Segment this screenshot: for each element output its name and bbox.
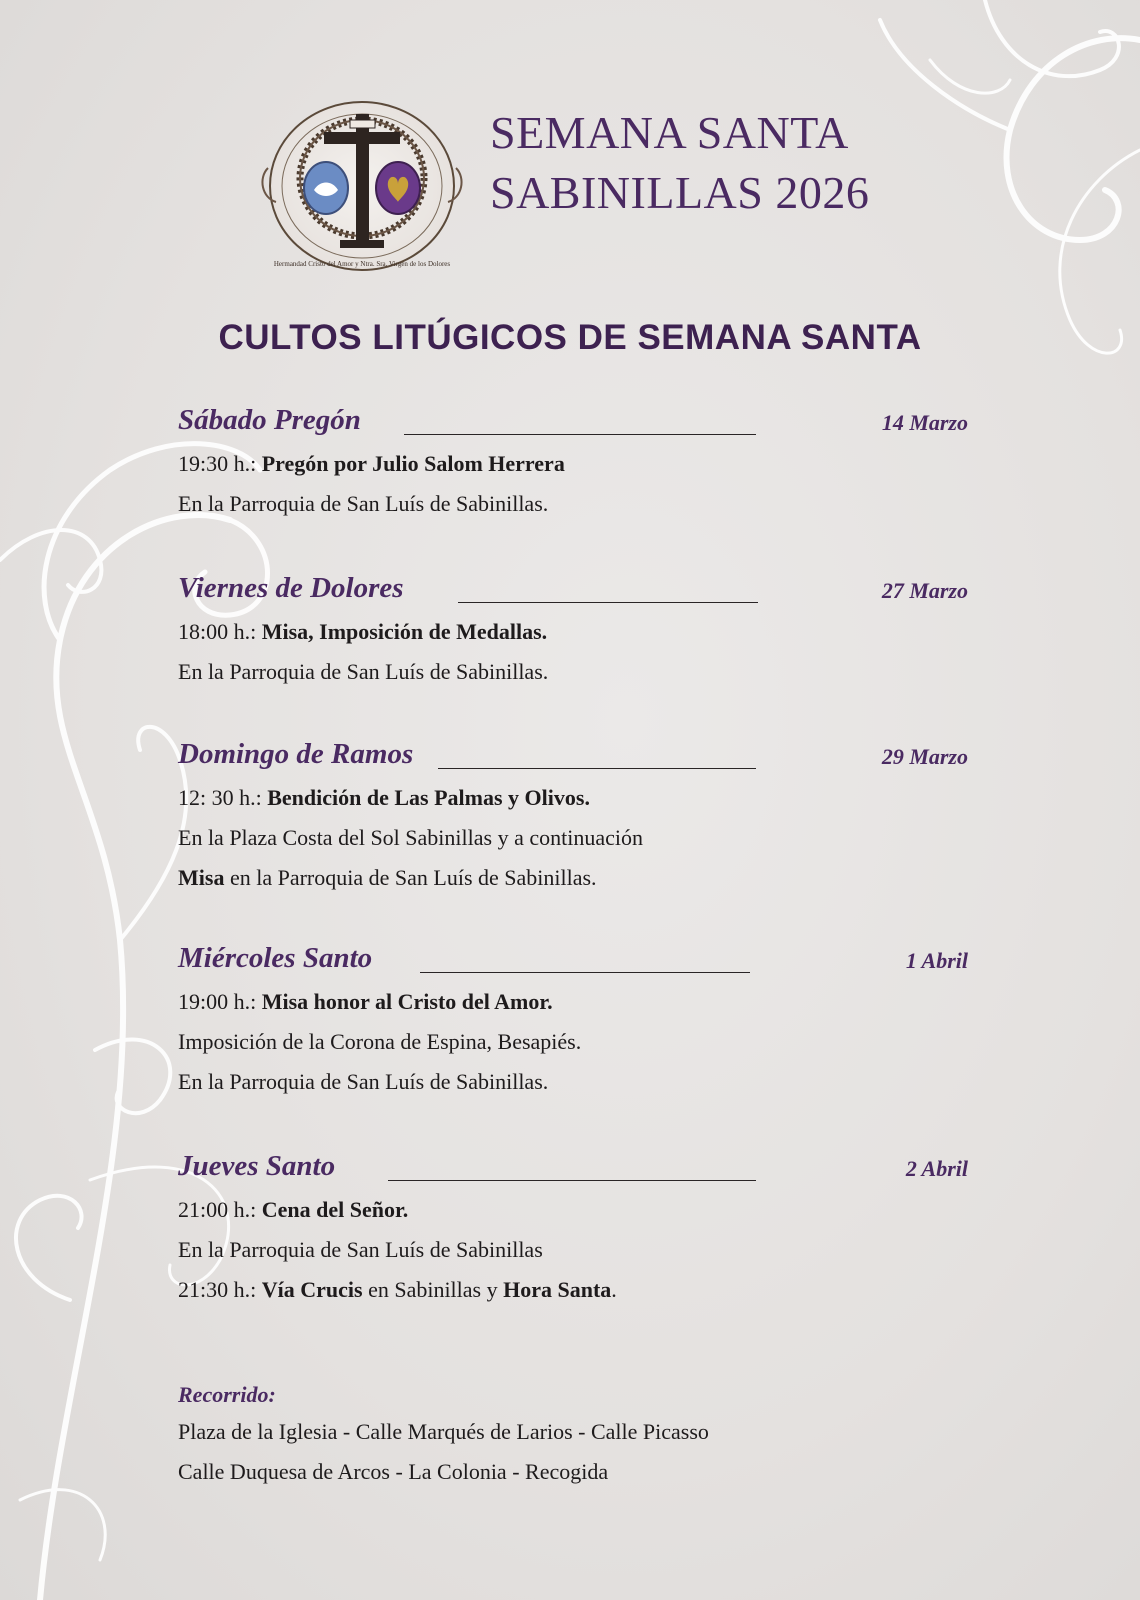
- event-detail-line: [178, 444, 968, 484]
- detail-text: 21:00 h.:: [178, 1197, 262, 1222]
- event-date: 29 Marzo: [881, 744, 968, 769]
- detail-text-bold: Hora Santa: [503, 1277, 612, 1302]
- event-name: Viernes de Dolores: [178, 572, 404, 604]
- event-date: 14 Marzo: [881, 410, 968, 435]
- route-label: Recorrido:: [178, 1382, 276, 1407]
- event-detail-line: [178, 1230, 968, 1270]
- event-divider: [458, 602, 758, 603]
- event-date: 1 Abril: [905, 948, 968, 973]
- event-detail-line: [178, 858, 968, 898]
- event-date: 27 Marzo: [881, 578, 968, 603]
- event-divider: [420, 972, 750, 973]
- event-block: [178, 738, 968, 898]
- detail-text-bold: Cena del Señor.: [261, 1197, 409, 1222]
- event-detail-line: [178, 1022, 968, 1062]
- event-name: Domingo de Ramos: [178, 738, 414, 770]
- event-detail-line: [178, 1270, 968, 1310]
- event-header: [178, 942, 968, 982]
- detail-text: Imposición de la Corona de Espina, Besapiés.: [178, 1029, 582, 1054]
- detail-text-bold: Vía Crucis: [261, 1277, 363, 1302]
- route-block: [178, 1378, 958, 1492]
- detail-text: En la Plaza Costa del Sol Sabinillas y a continuación: [178, 825, 643, 850]
- event-header: [178, 738, 968, 778]
- event-block: [178, 942, 968, 1102]
- detail-text: 12: 30 h.:: [178, 785, 268, 810]
- event-detail-line: [178, 652, 968, 692]
- detail-text: 21:30 h.:: [178, 1277, 262, 1302]
- event-block: [178, 1150, 968, 1310]
- detail-text-bold: Pregón por Julio Salom Herrera: [261, 451, 565, 476]
- event-header: [178, 404, 968, 444]
- title-line-1: SEMANA SANTA: [490, 107, 849, 158]
- detail-text: 18:00 h.:: [178, 619, 262, 644]
- route-line: Plaza de la Iglesia - Calle Marqués de Larios - Calle Picasso: [178, 1419, 709, 1444]
- svg-text:Hermandad Cristo del Amor y Nt: Hermandad Cristo del Amor y Ntra. Sra. Virgen de los Dolores: [273, 260, 451, 268]
- event-divider: [388, 1180, 756, 1181]
- detail-text: En la Parroquia de San Luís de Sabinillas.: [178, 1069, 549, 1094]
- detail-text: En la Parroquia de San Luís de Sabinillas.: [178, 659, 549, 684]
- detail-text-bold: Misa: [178, 865, 225, 890]
- detail-text: en Sabinillas y: [362, 1277, 504, 1302]
- event-detail-line: [178, 818, 968, 858]
- detail-text-bold: Bendición de Las Palmas y Olivos.: [267, 785, 590, 810]
- event-block: [178, 572, 968, 692]
- detail-text: 19:00 h.:: [178, 989, 262, 1014]
- detail-text-bold: Misa honor al Cristo del Amor.: [261, 989, 553, 1014]
- event-detail-line: [178, 778, 968, 818]
- event-detail-line: [178, 612, 968, 652]
- event-date: 2 Abril: [905, 1156, 968, 1181]
- detail-text: En la Parroquia de San Luís de Sabinillas.: [178, 491, 549, 516]
- event-detail-line: [178, 1062, 968, 1102]
- brotherhood-seal: [258, 98, 466, 274]
- detail-text: 19:30 h.:: [178, 451, 262, 476]
- detail-text: .: [611, 1277, 617, 1302]
- route-line: Calle Duquesa de Arcos - La Colonia - Recogida: [178, 1459, 609, 1484]
- detail-text-bold: Misa, Imposición de Medallas.: [261, 619, 548, 644]
- event-divider: [438, 768, 756, 769]
- page-title: [490, 107, 920, 230]
- title-line-2: SABINILLAS 2026: [490, 167, 870, 218]
- event-detail-line: [178, 484, 968, 524]
- event-detail-line: [178, 1190, 968, 1230]
- event-block: [178, 404, 968, 524]
- event-header: [178, 1150, 968, 1190]
- detail-text: en la Parroquia de San Luís de Sabinillas.: [224, 865, 597, 890]
- event-name: Jueves Santo: [178, 1150, 336, 1182]
- event-name: Miércoles Santo: [178, 942, 373, 974]
- event-divider: [404, 434, 756, 435]
- detail-text: En la Parroquia de San Luís de Sabinillas: [178, 1237, 543, 1262]
- section-heading: CULTOS LITÚGICOS DE SEMANA SANTA: [218, 318, 922, 357]
- event-detail-line: [178, 982, 968, 1022]
- event-header: [178, 572, 968, 612]
- event-name: Sábado Pregón: [178, 404, 361, 436]
